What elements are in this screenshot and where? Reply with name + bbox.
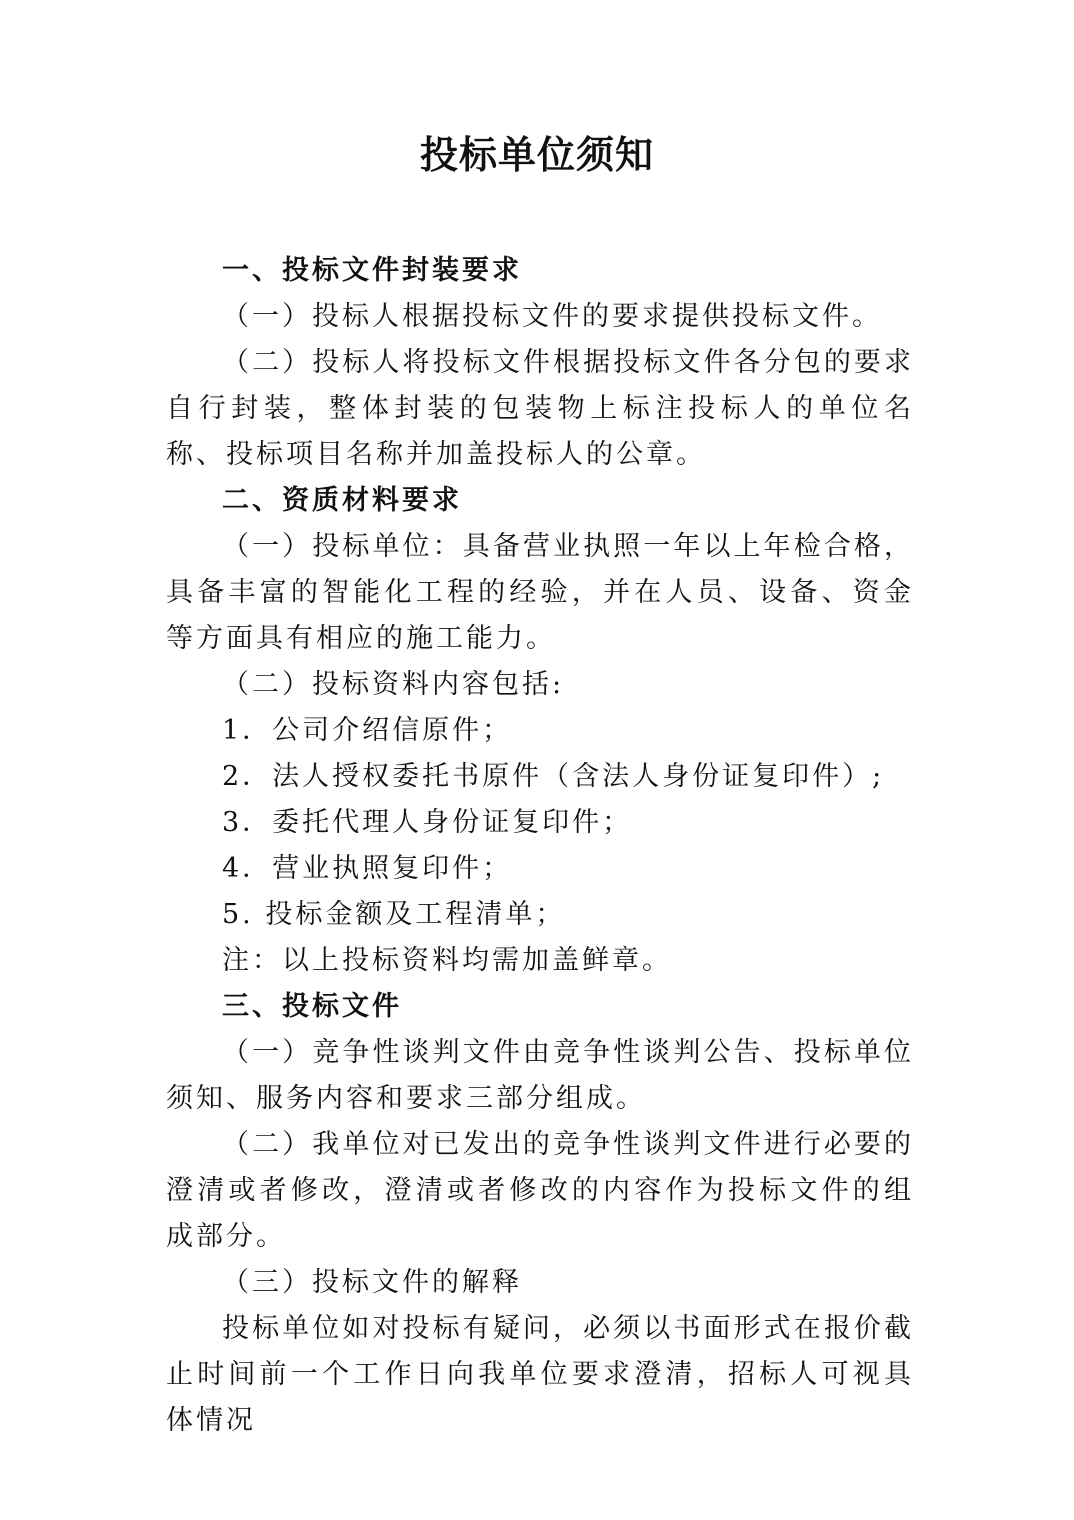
list-item: 2．法人授权委托书原件（含法人身份证复印件）; <box>222 761 885 792</box>
section-3-paragraph-3: （三）投标文件的解释 <box>222 1267 522 1298</box>
list-item: 1．公司介绍信原件； <box>222 715 513 746</box>
section-2-paragraph-2: （二）投标资料内容包括: <box>222 669 565 700</box>
section-1-paragraph-2: （二）投标人将投标文件根据投标文件各分包的要求自行封装，整体封装的包装物上标注投标人的单位名称、投标项目名称并加盖投标人的公章。 <box>166 347 914 470</box>
section-2-paragraph-1: （一）投标单位：具备营业执照一年以上年检合格，具备丰富的智能化工程的经验，并在人员、设备、资金等方面具有相应的施工能力。 <box>166 531 914 654</box>
list-item: 5. 投标金额及工程清单； <box>222 899 566 930</box>
section-3-paragraph-4: 投标单位如对投标有疑问，必须以书面形式在报价截止时间前一个工作日向我单位要求澄清，招标人可视具体情况 <box>166 1313 914 1436</box>
section-1-heading: 一、投标文件封装要求 <box>222 255 522 286</box>
list-item: 4．营业执照复印件； <box>222 853 513 884</box>
document-title: 投标单位须知 <box>419 132 654 177</box>
section-3-paragraph-1: （一）竞争性谈判文件由竞争性谈判公告、投标单位须知、服务内容和要求三部分组成。 <box>166 1037 914 1114</box>
section-2-heading: 二、资质材料要求 <box>222 485 462 516</box>
section-2-note: 注：以上投标资料均需加盖鲜章。 <box>222 945 672 976</box>
section-3-heading: 三、投标文件 <box>222 991 402 1022</box>
section-1-paragraph-1: （一）投标人根据投标文件的要求提供投标文件。 <box>222 301 882 332</box>
document-body <box>166 248 914 1444</box>
list-item: 3．委托代理人身份证复印件； <box>222 807 633 838</box>
section-3-paragraph-2: （二）我单位对已发出的竞争性谈判文件进行必要的澄清或者修改，澄清或者修改的内容作为投标文件的组成部分。 <box>166 1129 914 1252</box>
